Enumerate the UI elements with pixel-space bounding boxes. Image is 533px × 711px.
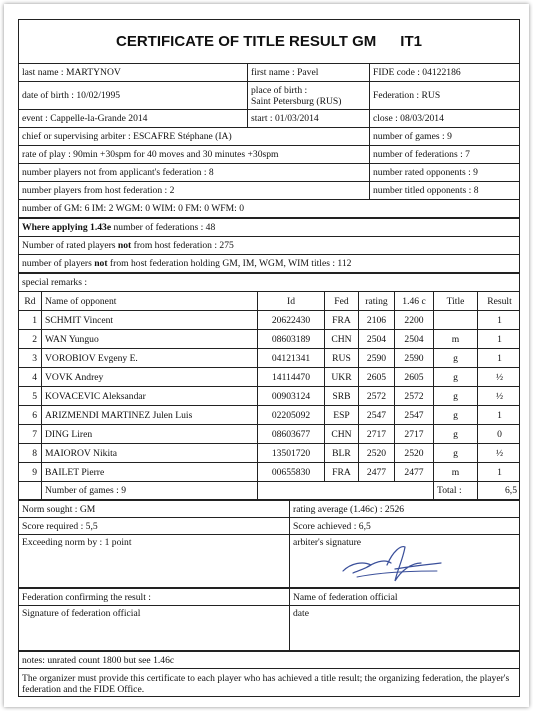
title-main: CERTIFICATE OF TITLE RESULT GM — [116, 33, 377, 50]
cell-title: m — [433, 463, 477, 481]
cell-title: m — [433, 330, 477, 348]
titled-not-host-row — [19, 255, 519, 274]
cell-146c: 2590 — [394, 349, 433, 367]
cell-fed: CHN — [324, 330, 358, 348]
score-row — [19, 518, 519, 535]
table-row — [19, 463, 519, 482]
cell-result: 1 — [477, 349, 521, 367]
cell-id: 00655830 — [257, 463, 324, 481]
cell-result: 1 — [477, 463, 521, 481]
cell-146c: 2572 — [394, 387, 433, 405]
not-bold-1: not — [117, 240, 132, 251]
event-close: close : 08/03/2014 — [369, 110, 521, 127]
cell-id: 20622430 — [257, 311, 324, 329]
header-id: Id — [257, 292, 324, 310]
total-score: 6,5 — [477, 482, 521, 499]
cell-opponent-name: SCHMIT Vincent — [41, 311, 257, 329]
rated-opponents: number rated opponents : 9 — [369, 164, 521, 181]
rating-average: rating average (1.46c) : 2526 — [289, 501, 521, 517]
place-of-birth — [247, 82, 369, 109]
cell-rd: 3 — [32, 352, 37, 364]
cell-opponent-name: ARIZMENDI MARTINEZ Julen Luis — [41, 406, 257, 424]
score-required: Score required : 5,5 — [22, 520, 98, 532]
fide-code: FIDE code : 04122186 — [369, 64, 521, 81]
cell-id: 14114470 — [257, 368, 324, 386]
games-count: Number of games : 9 — [41, 482, 257, 499]
exceeding-norm: Exceeding norm by : 1 point — [22, 537, 132, 548]
titled-prefix: number of players — [22, 258, 95, 269]
rated-prefix: Number of rated players — [22, 240, 118, 251]
cell-opponent-name: DING Liren — [41, 425, 257, 443]
header-rd: Rd — [24, 295, 36, 307]
table-row — [19, 349, 519, 368]
footer-spacer — [257, 482, 433, 499]
titled-suffix: from host federation holding GM, IM, WGM, WIM titles : 112 — [107, 258, 352, 269]
place-of-birth-value: Saint Petersburg (RUS) — [251, 95, 342, 107]
cell-146c: 2605 — [394, 368, 433, 386]
total-label: Total : — [433, 482, 477, 499]
place-of-birth-label: place of birth : — [251, 84, 308, 96]
titled-opponents: number titled opponents : 8 — [369, 182, 521, 199]
cell-rating: 2717 — [358, 425, 394, 443]
cell-title — [433, 311, 477, 329]
titles-row — [19, 200, 519, 219]
cell-146c: 2477 — [394, 463, 433, 481]
cell-result: 1 — [477, 311, 521, 329]
rated-not-host-row — [19, 237, 519, 255]
cell-opponent-name: WAN Yunguo — [41, 330, 257, 348]
arbiter-signature-icon — [337, 541, 447, 587]
event-name: event : Cappelle-la-Grande 2014 — [22, 113, 148, 124]
rule-143e-federations — [19, 219, 521, 236]
arbiter-row — [19, 128, 519, 146]
cell-title: g — [433, 425, 477, 443]
rate-row — [19, 146, 519, 164]
notes-row — [19, 652, 519, 669]
cell-rd: 2 — [32, 333, 37, 345]
cell-title: g — [433, 444, 477, 462]
cell-result: 1 — [477, 330, 521, 348]
cell-opponent-name: BAILET Pierre — [41, 463, 257, 481]
cell-fed: FRA — [324, 463, 358, 481]
table-row — [19, 311, 519, 330]
cell-fed: ESP — [324, 406, 358, 424]
page-title — [19, 20, 519, 64]
rule-143e-suffix: number of federations : 48 — [111, 222, 216, 233]
footer-rd-spacer — [19, 482, 41, 499]
chief-arbiter: chief or supervising arbiter : ESCAFRE Stéphane (IA) — [22, 131, 232, 142]
cell-id: 02205092 — [257, 406, 324, 424]
host-row — [19, 182, 519, 200]
cell-fed: FRA — [324, 311, 358, 329]
event-row — [19, 110, 519, 128]
first-name: first name : Pavel — [247, 64, 369, 81]
cell-result: ½ — [477, 444, 521, 462]
cell-title: g — [433, 387, 477, 405]
titles-count: number of GM: 6 IM: 2 WGM: 0 WIM: 0 FM: 0 WFM: 0 — [22, 203, 244, 214]
notes: notes: unrated count 1800 but see 1.46c — [22, 654, 175, 666]
cell-rd: 9 — [32, 466, 37, 478]
cell-rd: 8 — [32, 447, 37, 459]
table-row — [19, 444, 519, 463]
cell-rd: 1 — [32, 314, 37, 326]
players-not-from-applicant: number players not from applicant's federation : 8 — [22, 167, 214, 178]
cell-rating: 2477 — [358, 463, 394, 481]
table-row — [19, 425, 519, 444]
cell-rating: 2520 — [358, 444, 394, 462]
cell-opponent-name: VOROBIOV Evgeny E. — [41, 349, 257, 367]
cell-result: ½ — [477, 387, 521, 405]
federation-confirming: Federation confirming the result : — [22, 591, 151, 603]
cell-rating: 2504 — [358, 330, 394, 348]
title-code: IT1 — [400, 33, 422, 50]
cell-id: 13501720 — [257, 444, 324, 462]
special-remarks-row — [19, 274, 519, 292]
norm-row — [19, 501, 519, 518]
cell-rd: 7 — [32, 428, 37, 440]
cell-title: g — [433, 406, 477, 424]
federation-signature-row — [19, 606, 519, 652]
last-name: last name : MARTYNOV — [22, 67, 121, 78]
cell-rating: 2590 — [358, 349, 394, 367]
player-row-1 — [19, 64, 519, 82]
federation-official-signature: Signature of federation official — [22, 608, 141, 619]
cell-fed: RUS — [324, 349, 358, 367]
cell-rd: 4 — [32, 371, 37, 383]
player-row-2 — [19, 82, 519, 110]
cell-id: 08603189 — [257, 330, 324, 348]
cell-title: g — [433, 368, 477, 386]
cell-rating: 2106 — [358, 311, 394, 329]
rated-suffix: from host federation : 275 — [131, 240, 234, 251]
games-footer-row — [19, 482, 519, 501]
header-name: Name of opponent — [41, 292, 257, 310]
cell-rd: 5 — [32, 390, 37, 402]
cell-title: g — [433, 349, 477, 367]
certificate-frame — [18, 19, 520, 697]
header-rating: rating — [358, 292, 394, 310]
header-fed: Fed — [324, 292, 358, 310]
cell-fed: UKR — [324, 368, 358, 386]
table-row — [19, 406, 519, 425]
federation-row — [19, 589, 519, 606]
cell-146c: 2520 — [394, 444, 433, 462]
date-of-birth: date of birth : 10/02/1995 — [22, 90, 121, 101]
cell-rating: 2572 — [358, 387, 394, 405]
rate-of-play: rate of play : 90min +30spm for 40 moves and 30 minutes +30spm — [22, 149, 279, 160]
cell-rating: 2605 — [358, 368, 394, 386]
exceeding-row — [19, 535, 519, 589]
not-bold-2: not — [94, 258, 108, 269]
score-achieved: Score achieved : 6,5 — [289, 518, 521, 534]
special-remarks: special remarks : — [22, 277, 87, 288]
rule-143e-prefix: Where applying 1.43e — [22, 222, 112, 233]
cell-result: 1 — [477, 406, 521, 424]
cell-id: 04121341 — [257, 349, 324, 367]
federation-date: date — [289, 606, 521, 650]
cell-146c: 2504 — [394, 330, 433, 348]
cell-result: 0 — [477, 425, 521, 443]
header-result: Result — [477, 292, 521, 310]
number-of-games: number of games : 9 — [369, 128, 521, 145]
footer-text: The organizer must provide this certificate to each player who has achieved a title result; the organizing federation, the player's federation and the FIDE Office. — [22, 672, 510, 695]
cell-id: 00903124 — [257, 387, 324, 405]
table-row — [19, 368, 519, 387]
cell-146c: 2200 — [394, 311, 433, 329]
table-header — [19, 292, 519, 311]
header-title: Title — [433, 292, 477, 310]
table-row — [19, 387, 519, 406]
federation: Federation : RUS — [369, 82, 521, 109]
cell-opponent-name: MAIOROV Nikita — [41, 444, 257, 462]
rule-143e-row — [19, 219, 519, 237]
certificate-sheet — [4, 4, 529, 707]
event-start: start : 01/03/2014 — [247, 110, 369, 127]
footer-row — [19, 669, 519, 698]
titled-not-from-host — [19, 255, 521, 272]
cell-146c: 2547 — [394, 406, 433, 424]
players-from-host: number players from host federation : 2 — [22, 185, 175, 196]
cell-fed: BLR — [324, 444, 358, 462]
cell-opponent-name: VOVK Andrey — [41, 368, 257, 386]
applicant-row — [19, 164, 519, 182]
cell-opponent-name: KOVACEVIC Aleksandar — [41, 387, 257, 405]
cell-id: 08603677 — [257, 425, 324, 443]
arbiter-signature-label: arbiter's signature — [289, 535, 521, 587]
cell-fed: CHN — [324, 425, 358, 443]
header-146c: 1.46 c — [394, 292, 433, 310]
table-row — [19, 330, 519, 349]
number-of-federations: number of federations : 7 — [369, 146, 521, 163]
norm-sought: Norm sought : GM — [22, 503, 96, 515]
cell-fed: SRB — [324, 387, 358, 405]
cell-rating: 2547 — [358, 406, 394, 424]
cell-result: ½ — [477, 368, 521, 386]
cell-146c: 2717 — [394, 425, 433, 443]
cell-rd: 6 — [32, 409, 37, 421]
rated-not-from-host — [19, 237, 521, 254]
federation-official-name: Name of federation official — [289, 589, 521, 605]
